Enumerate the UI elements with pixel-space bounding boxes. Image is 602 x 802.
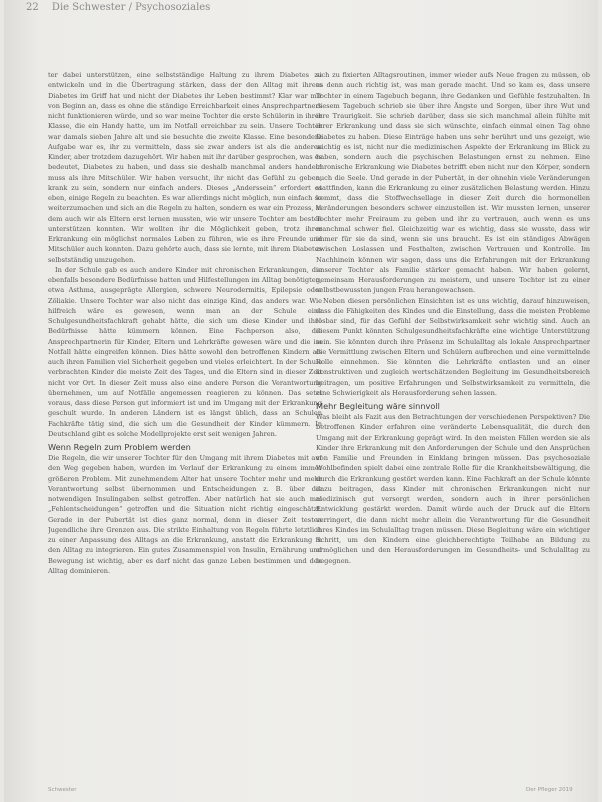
left-column (48, 70, 322, 772)
paragraph: Die Regeln, die wir unserer Tochter für den Umgang mit ihrem Diabetes mit auf den Weg gegeben haben, wurden im Verlauf der Erkrankung zu einem immer größeren Problem. Mit zunehmendem Alter hat unsere Tochter mehr und mehr Verantwortung selbst übernommen und Entscheidungen z. B. über die notwendigen Insulingaben selbst getroffen. Aber natürlich hat sie auch mal „Fehlentscheidungen“ getroffen und die Situation nicht richtig eingeschätzt. Gerade in der Pubertät ist dies ganz normal, denn in dieser Zeit testen Jugendliche ihre Grenzen aus. Die strikte Einhaltung von Regeln führte letztlich zu einer Anpassung des Alltags an die Erkrankung, anstatt die Erkrankung in den Alltag zu integrieren. Ein gutes Zusammenspiel von Insulin, Ernährung und Bewegung ist wichtig, aber es darf nicht das ganze Leben bestimmen und den Alltag dominieren. (48, 454, 322, 575)
footer-right: Der Pfleger 2019 (526, 787, 573, 793)
running-header (26, 2, 326, 14)
page-number: 22 (26, 2, 39, 13)
section-heading: Mehr Begleitung wäre sinnvoll (316, 401, 440, 411)
running-title: Die Schwester / Psychosoziales (51, 2, 211, 13)
section-heading: Wenn Regeln zum Problem werden (48, 442, 191, 452)
paragraph: Neben diesen persönlichen Einsichten ist es uns wichtig, darauf hinzuweisen, dass die Fähigkeiten des Kindes und die Einstellung, dass die meisten Probleme lösbar sind, für das Gefühl der Selbstwirksamkeit sehr wichtig sind. Auch an diesem Punkt könnten Schulgesundheitsfachkräfte eine wichtige Unterstützung sein. Sie könnten durch ihre Präsenz im Schulalltag als lokale Ansprechpartner die Vermittlung zwischen Eltern und Schülern aufbrechen und eine vermittelnde Rolle einnehmen. Sie könnten die Lehrkräfte entlasten und an einer konstruktiven und zugleich wertschätzenden Begleitung im Gesundheitsbereich beitragen, um positive Erfahrungen und Selbstwirksamkeit zu vermitteln, die eine Schwierigkeit als Herausforderung sehen lassen. (316, 296, 590, 397)
right-column (316, 70, 590, 772)
paragraph: Was bleibt als Fazit aus den Betrachtungen der verschiedenen Perspektiven? Die betroffenen Kinder erfahren eine veränderte Lebensqualität, die durch den Umgang mit der Erkrankung geprägt wird. In den meisten Fällen werden sie als Kinder ihre Erkrankung mit den Anforderungen der Schule und den Ansprüchen von Familie und Freunden in Einklang bringen müssen. Das psychosoziale Wohlbefinden spielt dabei eine zentrale Rolle für die Krankheitsbewältigung, die durch die Erkrankung gestört werden kann. Eine Fachkraft an der Schule könnte dazu beitragen, dass Kinder mit chronischen Erkrankungen nicht nur medizinisch gut versorgt werden, sondern auch in ihrer persönlichen Entwicklung gestärkt werden. Damit würde auch der Druck auf die Eltern verringert, die dann nicht mehr allein die Verantwortung für die Gesundheit ihres Kindes im Schulalltag tragen müssen. Diese Begleitung wäre ein wichtiger Schritt, um den Kindern eine gleichberechtigte Teilhabe an Bildung zu ermöglichen und den Herausforderungen im Gesundheits- und Schulalltag zu begegnen. (316, 413, 590, 565)
paragraph: ter dabei unterstützen, eine selbstständige Haltung zu ihrem Diabetes zu entwickeln und in die Übertragung stärken, dass der den Alltag mit ihrem Diabetes im Griff hat und nicht der Diabetes ihr Leben bestimmt? Klar war mir von Beginn an, dass es ohne die ständige Erreichbarkeit eines Ansprechpartners nicht funktionieren würde, und so war meine Tochter die erste Schülerin in ihrer Klasse, die ein Handy hatte, um im Notfall erreichbar zu sein. Unsere Tochter war damals sieben Jahre alt und sie besuchte die zweite Klasse. Eine besondere Aufgabe war es, ihr zu vermitteln, dass sie zwar anders ist als die anderen Kinder, aber trotzdem dazugehört. Wir haben mit ihr darüber gesprochen, was es bedeutet, Diabetes zu haben, und dass sie deshalb manchmal anders handeln muss als ihre Mitschüler. Wir haben versucht, ihr nicht das Gefühl zu geben, krank zu sein, sondern nur einfach anders. Dieses „Anderssein“ erfordert es eben, einige Regeln zu beachten. Es war allerdings nicht möglich, nun einfach so weiterzumachen und sich an die Regeln zu halten, sondern es war ein Prozess, in dem auch wir als Eltern erst lernen mussten, wie wir unsere Tochter am besten unterstützen konnten. Wir wollten ihr die Möglichkeit geben, trotz ihrer Erkrankung ein möglichst normales Leben zu führen, wie es ihre Freunde und Mitschüler auch konnten. Dazu gehörte auch, dass sie lernte, mit ihrem Diabetes selbstständig umzugehen. (48, 71, 322, 264)
document-page (4, 0, 598, 802)
paragraph: In der Schule gab es auch andere Kinder mit chronischen Erkrankungen, die ebenfalls besondere Bedürfnisse hatten und Hilfestellungen im Alltag benötigten, etwa Asthma, ausgeprägte Allergien, schwere Neurodermitis, Epilepsie oder Zöliakie. Unsere Tochter war also nicht das einzige Kind, das anders war. Wie hilfreich wäre es gewesen, wenn man an der Schule eine Schulgesundheitsfachkraft gehabt hätte, die sich um diese Kinder und ihre Bedürfnisse hätte kümmern können. Eine Fachperson also, die Ansprechpartnerin für Kinder, Eltern und Lehrkräfte gewesen wäre und die im Notfall hätte eingreifen können. Dies hätte sowohl den betroffenen Kindern als auch ihren Familien viel Sicherheit gegeben und vieles erleichtert. In der Schule verbrachten Kinder die meiste Zeit des Tages, und die Eltern sind in dieser Zeit nicht vor Ort. In dieser Zeit muss also eine andere Person die Verantwortung übernehmen, um auf Notfälle angemessen reagieren zu können. Das setzt voraus, dass diese Person gut informiert ist und im Umgang mit der Erkrankung geschult wurde. In anderen Ländern ist es längst üblich, dass an Schulen Fachkräfte tätig sind, die sich um die Gesundheit der Kinder kümmern. In Deutschland gibt es solche Modellprojekte erst seit wenigen Jahren. (48, 265, 322, 438)
paragraph: sich zu fixierten Alltagsroutinen, immer wieder aufs Neue fragen zu müssen, ob es denn auch richtig ist, was man gerade macht. Und so kam es, dass unsere Tochter in einem Tagebuch begann, ihre Gedanken und Gefühle festzuhalten. In diesem Tagebuch schrieb sie über ihre Ängste und Sorgen, über ihre Wut und ihre Traurigkeit. Sie schrieb darüber, dass sie sich manchmal allein fühlte mit ihrer Erkrankung und dass sie sich wünschte, einfach einmal einen Tag ohne Diabetes zu haben. Diese Einträge haben uns sehr berührt und uns gezeigt, wie wichtig es ist, nicht nur die medizinischen Aspekte der Erkrankung im Blick zu haben, sondern auch die psychischen Belastungen ernst zu nehmen. Eine chronische Erkrankung wie Diabetes betrifft eben nicht nur den Körper, sondern auch die Seele. Und gerade in der Pubertät, in der ohnehin viele Veränderungen stattfinden, kann die Erkrankung zu einer zusätzlichen Belastung werden. Hinzu kommt, dass die Stoffwechsellage in dieser Zeit durch die hormonellen Veränderungen besonders schwer einzustellen ist. Wir mussten lernen, unserer Tochter mehr Freiraum zu geben und ihr zu vertrauen, auch wenn es uns manchmal schwer fiel. Gleichzeitig war es wichtig, dass sie wusste, dass wir immer für sie da sind, wenn sie uns braucht. Es ist ein ständiges Abwägen zwischen Loslassen und Festhalten, zwischen Vertrauen und Kontrolle. Im Nachhinein können wir sagen, dass uns die Erfahrungen mit der Erkrankung unserer Tochter als Familie stärker gemacht haben. Wir haben gelernt, gemeinsam Herausforderungen zu meistern, und unsere Tochter ist zu einer selbstbewussten jungen Frau herangewachsen. (316, 71, 590, 295)
footer-left: Schwester (48, 787, 77, 793)
